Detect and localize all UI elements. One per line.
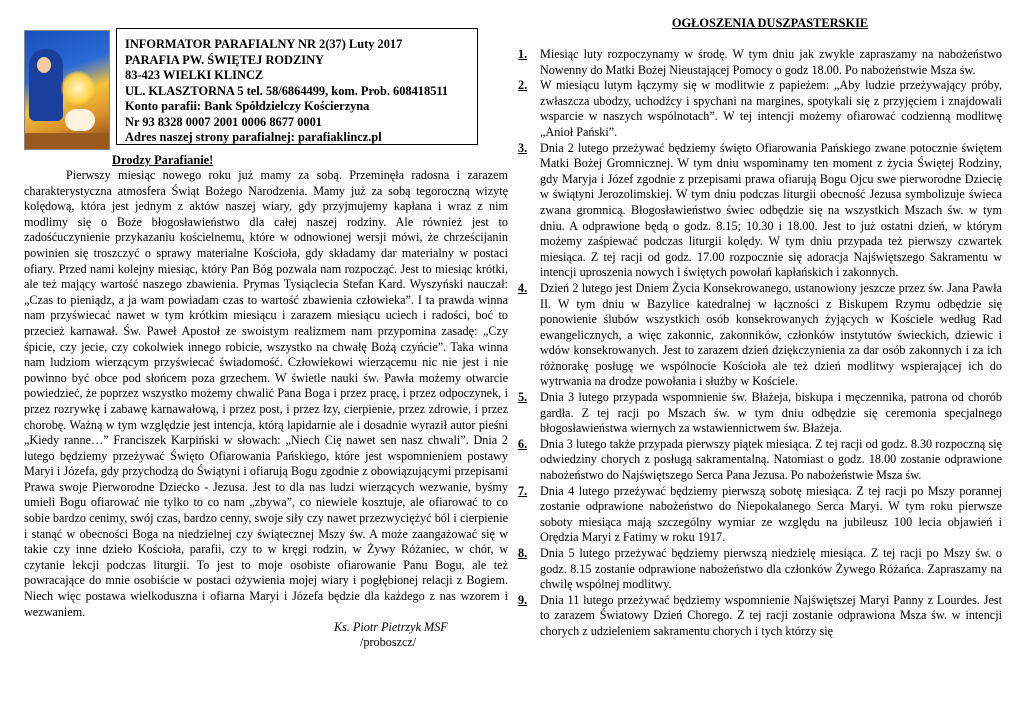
header-block [24,28,508,150]
announcement-text: Dnia 4 lutego przeżywać będziemy pierwszą sobotę miesiąca. Z tej racji po Mszy porannej zostanie odprawione nabożeństwo do Niepokalanego Serca Maryi. W tym roku pierwsze soboty miesiąca mają szczególny wymiar ze względu na jubileusz 100 lecia objawień i Orędzia Maryi z Fatimy w roku 1917. [540,483,1002,545]
announcement-item [518,390,1002,437]
announcement-number: 4. [518,280,528,295]
info-line-address: UL. KLASZTORNA 5 tel. 58/6864499, kom. Prob. 608418511 [125,83,449,98]
announcement-text: Dnia 5 lutego przeżywać będziemy pierwszą niedzielę miesiąca. Z tej racji po Mszy św. o godz. 8.15 zostanie odprawione nabożeństwo dla członków Żywego Różańca. Zapraszamy na chwilę wspólnej modlitwy. [540,546,1002,592]
announcement-number: 7. [518,483,528,498]
announcements-list [518,47,1002,640]
announcement-item [518,484,1002,546]
announcements-title: OGŁOSZENIA DUSZPASTERSKIE [671,16,869,30]
announcement-text: W miesiącu lutym łączymy się w modlitwie z papieżem: „Aby ludzie przeżywający próby, zwłaszcza ubodzy, uchodźcy i spychani na margines, spotykali się z przyjęciem i znajdowali wsparcie w naszych wspólnotach”. W tej intencji możemy ofiarować codzienną modlitwę „Anioł Pański”. [540,78,1002,139]
info-line-account: Nr 93 8328 0007 2001 0006 8677 0001 [125,114,322,129]
announcement-number: 3. [518,140,528,155]
info-line-website: Adres naszej strony parafialnej: parafiaklincz.pl [125,130,382,144]
announcement-item [518,437,1002,484]
announcement-number: 6. [518,436,528,451]
right-column [518,16,1002,640]
letter-signature-role: /proboszcz/ [360,635,417,650]
info-line-title: INFORMATOR PARAFIALNY NR 2(37) Luty 2017 [125,37,403,51]
announcement-item [518,78,1002,140]
letter-greeting: Drodzy Parafianie! [112,153,214,167]
announcement-item [518,281,1002,390]
left-column [24,28,508,650]
announcement-text: Dnia 2 lutego przeżywać będziemy święto Ofiarowania Pańskiego zwane potocznie świętem Matki Bożej Gromnicznej. W tym dniu wspominamy ten moment z życia Świętej Rodziny, gdy Maryja i Józef zgodnie z przepisami prawa ofiarują Bogu Ojcu swe pierworodne Dziecię w świątyni Jerozolimskiej. W tym dniu podczas liturgii obecność Jezusa symbolizuje świeca zwana gromnicą. Błogosławieństwo świec odbędzie się na wszystkich Mszach św. w tym dniu. A odprawione będą o godz. 8.15; 10.30 i 18.00. Jest to już ostatni dzień, w którym możemy zaśpiewać podczas liturgii kolędy. W tym dniu przypada też pierwszy czwartek miesiąca. Z tej racji od godz. 17.00 rozpocznie się adoracja Najświętszego Sakramentu w intencji uproszenia nowych i świętych powołań kapłańskich i zakonnych. [540,140,1002,280]
halo-glow [61,71,95,105]
announcement-number: 1. [518,47,528,61]
child-figure [65,109,95,131]
announcement-text: Dnia 3 lutego przypada wspomnienie św. Błażeja, biskupa i męczennika, patrona od chorób gardła. Z tej racji po Mszach św. w tym dniu odbędzie się ceremonia specjalnego błogosławieństwa wiernych za wstawiennictwem św. Błażeja. [540,390,1002,436]
announcement-number: 2. [518,78,528,93]
announcement-item [518,141,1002,281]
announcement-item [518,593,1002,640]
announcement-text: Miesiąc luty rozpoczynamy w środę. W tym dniu jak zwykle zapraszamy na nabożeństwo Nowenny do Matki Bożej Nieustającej Pomocy o godz 18.00. Po nabożeństwie Msza św. [540,47,1002,77]
announcement-number: 5. [518,390,528,405]
announcement-text: Dnia 11 lutego przeżywać będziemy wspomnienie Najświętszej Maryi Panny z Lourdes. Jest to zarazem Światowy Dzień Chorego. Z tej racji zostanie odprawiona Msza św. w intencji chorych z udzieleniem sakramentu chorych i tych którzy się [540,592,1002,638]
manger-straw [25,133,109,149]
announcement-number: 8. [518,546,528,560]
announcement-number: 9. [518,592,528,607]
announcement-item [518,546,1002,593]
info-line-parish: PARAFIA PW. ŚWIĘTEJ RODZINY [125,52,324,67]
announcement-text: Dnia 3 lutego także przypada pierwszy piątek miesiąca. Z tej racji od godz. 8.30 rozpoczną się odwiedziny chorych z posługą sakramentalną. Natomiast o godz. 18.00 zostanie odprawione nabożeństwo do Najświętszego Serca Pana Jezusa. Po nabożeństwie Msza św. [540,436,1002,483]
info-line-bank: Konto parafii: Bank Spółdzielczy Kościerzyna [125,99,370,113]
mary-face [37,57,51,73]
parish-info-box [116,28,478,145]
letter-body: Pierwszy miesiąc nowego roku już mamy za sobą. Przeminęła radosna i zarazem charakterystyczna atmosfera Świąt Bożego Narodzenia. Mamy już za sobą tegoroczną wizytę kolędową, która jest jednym z aktów naszej wiary, gdy przyjmujemy kapłana i wraz z nim modlimy się o Boże błogosławieństwo dla całej naszej rodziny. Ale również jest to zadośćuczynienie przykazaniu kościelnemu, które w odnowionej wersji mówi, że chrześcijanin powinien się troszczyć o sprawy materialne Kościoła, gdy składamy dar materialny w postaci ofiary. Przed nami kolejny miesiąc, który Pan Bóg pozwala nam rozpocząć. Jest to miesiąc krótki, ale też mający wartość naszego zbawienia. Prymas Tysiąclecia Stefan Kard. Wyszyński nauczał: „Czas to pieniądz, a ja wam powiadam czas to wartość zbawienia człowieka”. I ta prawda winna nam przyświecać nawet w tym krótkim miesiącu i zarazem miesiącu uciech i radości, boć to przecież karnawał. Św. Paweł Apostoł ze swoistym realizmem nam przypomina zasadę: „Czy śpicie, czy jecie, czy cokolwiek innego robicie, wszystko na chwałę Bożą czyńcie”. Taka winna nam ludziom wierzącym przyświecać świadomość. Człowiekowi wierzącemu nic nie jest i nie powinno być obce pod słońcem poza grzechem. W świetle nauki św. Pawła możemy otwarcie powiedzieć, że poprzez wszystko możemy chwalić Pana Boga i przez pracę, i przez odpoczynek, i przez rozrywkę i zabawę karnawałową, i przez post, i przez łzy, cierpienie, przez zdrowie, i przez chorobę. Ważną w tym względzie jest intencja, którą lapidarnie ale i dosadnie wyraził autor pieśni „Kiedy ranne…” Franciszek Karpiński w słowach: „Niech Cię nawet sen nasz chwali”. Dnia 2 lutego będziemy przeżywać Święto Ofiarowania Pańskiego, które jest wspomnieniem postawy Maryi i Józefa, gdy przychodzą do Świątyni i ofiarują Bogu zgodnie z obowiązującymi przepisami Prawa swoje Pierworodne Dziecko - Jezusa. Jest to dla nas ludzi wierzących wezwanie, byśmy umieli Bogu ofiarować nie tylko to co nam „zbywa”, co niewiele kosztuje, ale ofiarować to co sobie bardzo cenimy, swój czas, bardzo cenny, swoje siły czy nawet przezwyciężyć ból i cierpienie i stanąć w obecności Boga na niedzielnej czy świątecznej Mszy św. A może zaangażować się w takie czy inne dzieło Kościoła, parafii, czy to w kręgi rodzin, w Żywy Różaniec, w chór, w czytanie lekcji podczas liturgii. To jest to moje osobiste ofiarowanie Panu Bogu, ale też powracające do mnie osobiście w postaci ożywienia mojej wiary i pogłębionej relacji z Bogiem. Niech więc postawa wielkoduszna i ofiarna Maryi i Józefa będzie dla każdego z nas wzorem i wezwaniem. [24,168,508,619]
announcement-text: Dzień 2 lutego jest Dniem Życia Konsekrowanego, ustanowiony jeszcze przez św. Jana Pawła II. W tym dniu w Bazylice katedralnej w łączności z Biskupem Rzymu odbędzie się ponowienie ślubów wszystkich osób konsekrowanych żyjących w Kościele według Rad ewangelicznych, a więc zakonnic, zakonników, członków instytutów świeckich, dziewic i wdów konsekrowanych. Jest to zarazem dzień dziękczynienia za dar osób zakonnych i za ich różnorakę posługę we wspólnocie Kościoła ale też dzień modlitwy wspierającej ich do wytrwania na drodze powołania i służby w Kościele. [540,280,1002,389]
holy-family-image [24,30,110,150]
info-line-town: 83-423 WIELKI KLINCZ [125,68,264,82]
letter-signature: Ks. Piotr Pietrzyk MSF [334,620,448,635]
announcement-item [518,47,1002,78]
